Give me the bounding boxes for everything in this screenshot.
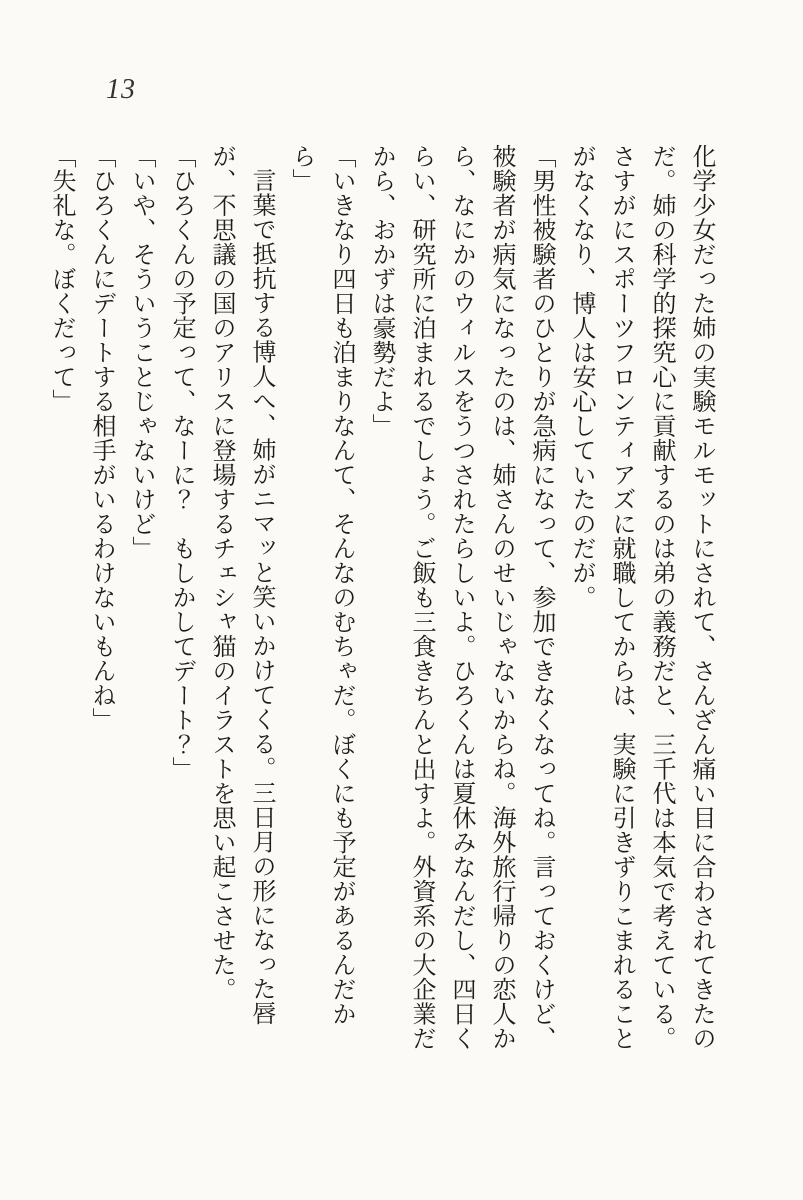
paragraph: 「ひろくんにデートする相手がいるわけないもんね」 (88, 144, 114, 732)
paragraph: 「失礼な。ぼくだって」 (48, 144, 74, 414)
paragraph: 「いきなり四日も泊まりなんて、そんなのむちゃだ。ぼくにも予定があるんだから」 (288, 144, 354, 1026)
paragraph: 「ひろくんの予定って、なーに？ もしかしてデート？」 (168, 144, 194, 781)
page-number: 13 (106, 74, 136, 105)
paragraph: 言葉で抵抗する博人へ、姉がニマッと笑いかけてくる。三日月の形になった唇が、不思議の国のアリスに登場するチェシャ猫のイラストを思い起こさせた。 (208, 144, 274, 1026)
paragraph: 化学少女だった姉の実験モルモットにされて、さんざん痛い目に合わされてきたのだ。姉の科学的探究心に貢献するのは弟の義務だと、三千代は本気で考えている。さすがにスポーツフロンティアズに就職してからは、実験に引きずりこまれることがなくなり、博人は安心していたのだが。 (568, 144, 714, 1051)
paragraph: 「いや、そういうことじゃないけど」 (128, 144, 154, 561)
body-text (48, 144, 721, 1062)
paragraph: 「男性被験者のひとりが急病になって、参加できなくなってね。言っておくけど、被験者が病気になったのは、姉さんのせいじゃないからね。海外旅行帰りの恋人から、なにかのウィルスをうつされたらしいよ。ひろくんは夏休みなんだし、四日くらい、研究所に泊まれるでしょう。ご飯も三食きちんと出すよ。外資系の大企業だから、おかずは豪勢だよ」 (368, 144, 554, 1051)
